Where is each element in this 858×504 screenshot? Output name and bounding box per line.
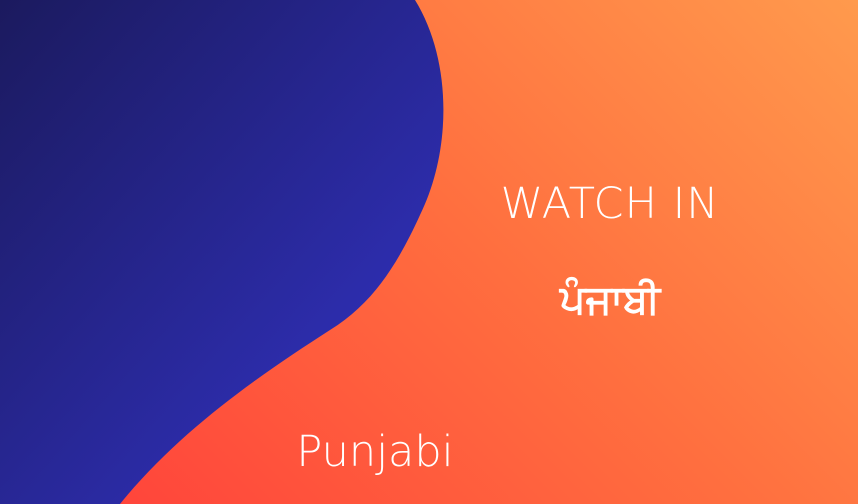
language-label: Punjabi — [296, 427, 454, 477]
native-language-label: ਪੰਜਾਬੀ — [559, 277, 661, 323]
headline-text: WATCH IN — [500, 179, 720, 229]
